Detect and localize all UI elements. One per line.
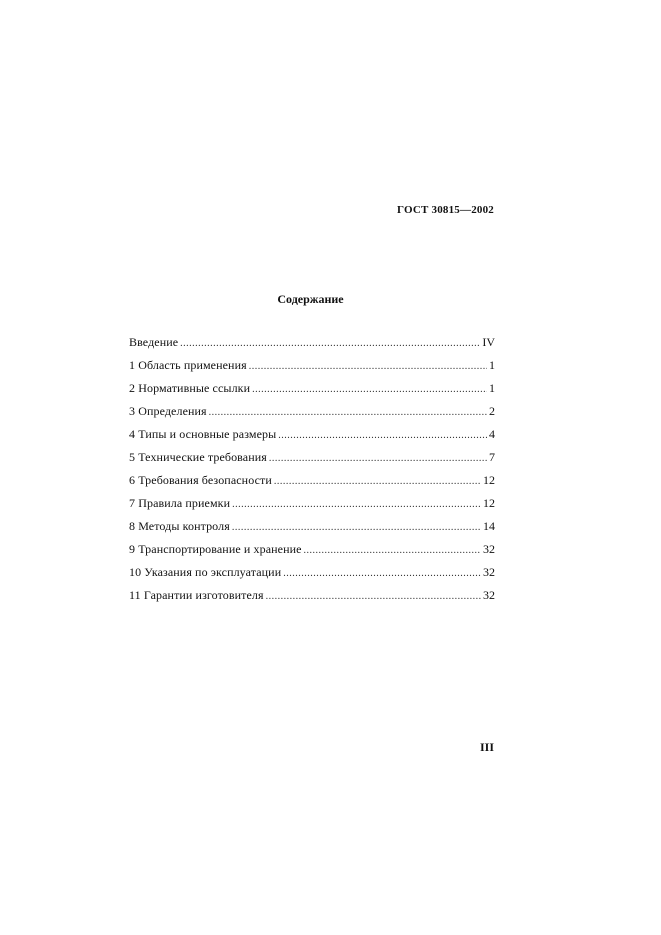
toc-item-label: 9 Транспортирование и хранение [129, 542, 302, 556]
toc-leader-dots [269, 453, 487, 464]
toc-leader-dots [180, 338, 480, 349]
table-of-contents [129, 335, 495, 611]
toc-title: Содержание [277, 292, 344, 306]
toc-leader-dots [283, 568, 481, 579]
toc-item-label: 2 Нормативные ссылки [129, 381, 251, 395]
toc-item-page: 12 [483, 473, 495, 487]
toc-item-page: 12 [483, 496, 495, 510]
toc-item-page: 32 [483, 542, 495, 556]
toc-item-safety-requirements[interactable] [129, 473, 495, 496]
toc-item-label: 8 Методы контроля [129, 519, 230, 533]
toc-item-label: 4 Типы и основные размеры [129, 427, 277, 441]
toc-item-label: 3 Определения [129, 404, 207, 418]
toc-item-page: 2 [489, 404, 495, 418]
toc-leader-dots [304, 545, 481, 556]
toc-leader-dots [278, 430, 487, 441]
toc-item-label: 10 Указания по эксплуатации [129, 565, 282, 579]
toc-item-scope[interactable] [129, 358, 495, 381]
toc-leader-dots [249, 361, 487, 372]
toc-item-introduction[interactable] [129, 335, 495, 358]
toc-item-label: Введение [129, 335, 179, 349]
toc-leader-dots [232, 499, 481, 510]
toc-leader-dots [274, 476, 481, 487]
toc-item-label: 5 Технические требования [129, 450, 267, 464]
toc-leader-dots [252, 384, 487, 395]
toc-item-page: 4 [489, 427, 495, 441]
toc-item-test-methods[interactable] [129, 519, 495, 542]
toc-leader-dots [232, 522, 481, 533]
page-number: III [479, 740, 494, 754]
toc-item-label: 7 Правила приемки [129, 496, 231, 510]
toc-item-page: 32 [483, 588, 495, 602]
toc-item-operating-instructions[interactable] [129, 565, 495, 588]
toc-item-page: IV [482, 335, 495, 349]
toc-item-manufacturer-warranty[interactable] [129, 588, 495, 611]
toc-item-transport-and-storage[interactable] [129, 542, 495, 565]
toc-item-definitions[interactable] [129, 404, 495, 427]
toc-item-page: 1 [489, 358, 495, 372]
toc-leader-dots [266, 591, 481, 602]
toc-leader-dots [209, 407, 487, 418]
toc-item-types-and-dimensions[interactable] [129, 427, 495, 450]
toc-item-page: 1 [489, 381, 495, 395]
toc-item-page: 32 [483, 565, 495, 579]
toc-item-page: 14 [483, 519, 495, 533]
toc-item-technical-requirements[interactable] [129, 450, 495, 473]
toc-item-label: 1 Область применения [129, 358, 247, 372]
toc-item-normative-references[interactable] [129, 381, 495, 404]
document-code: ГОСТ 30815—2002 [397, 204, 494, 216]
toc-item-acceptance-rules[interactable] [129, 496, 495, 519]
toc-item-label: 11 Гарантии изготовителя [129, 588, 264, 602]
toc-item-label: 6 Требования безопасности [129, 473, 272, 487]
toc-item-page: 7 [489, 450, 495, 464]
